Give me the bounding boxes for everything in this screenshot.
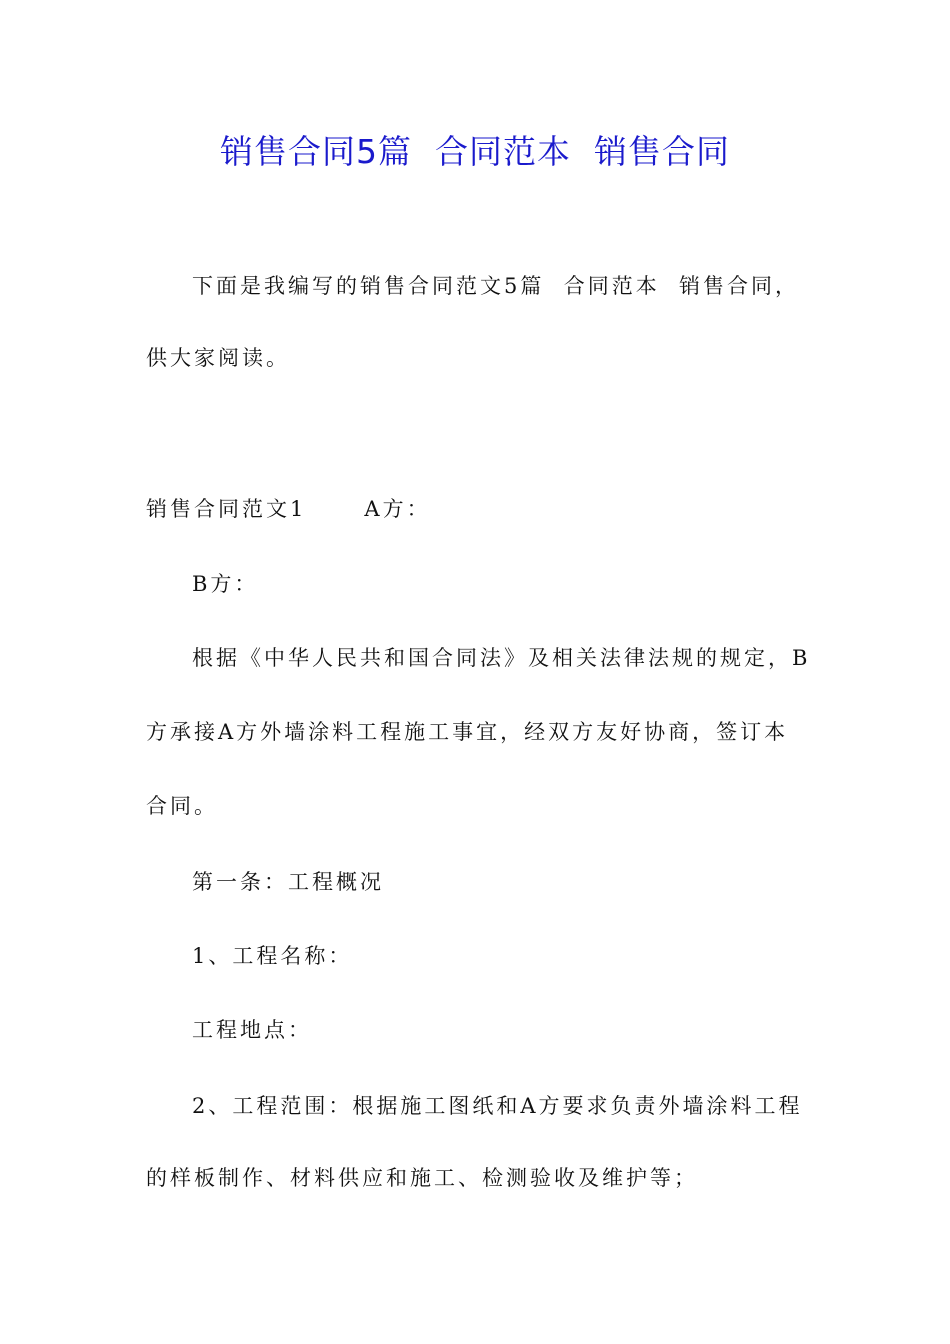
party-b-line: B方： [192,572,259,596]
paragraph-line-2: 方承接A方外墙涂料工程施工事宜，经双方友好协商，签订本 [146,720,789,744]
article-one-heading: 第一条：工程概况 [192,870,384,894]
intro-line-1: 下面是我编写的销售合同范文5篇 合同范本 销售合同， [192,274,800,298]
document-title: 销售合同5篇 合同范本 销售合同 [220,132,730,171]
section-heading-party-a: 销售合同范文1 A方： [146,497,431,521]
project-location-line: 工程地点： [192,1018,312,1042]
project-scope-line-1: 2、工程范围：根据施工图纸和A方要求负责外墙涂料工程 [192,1094,803,1118]
paragraph-line-1: 根据《中华人民共和国合同法》及相关法律法规的规定，B [192,646,811,670]
project-name-line: 1、工程名称： [192,944,353,968]
intro-line-2: 供大家阅读。 [146,346,290,370]
paragraph-line-3: 合同。 [146,794,218,818]
project-scope-line-2: 的样板制作、材料供应和施工、检测验收及维护等； [146,1166,698,1190]
